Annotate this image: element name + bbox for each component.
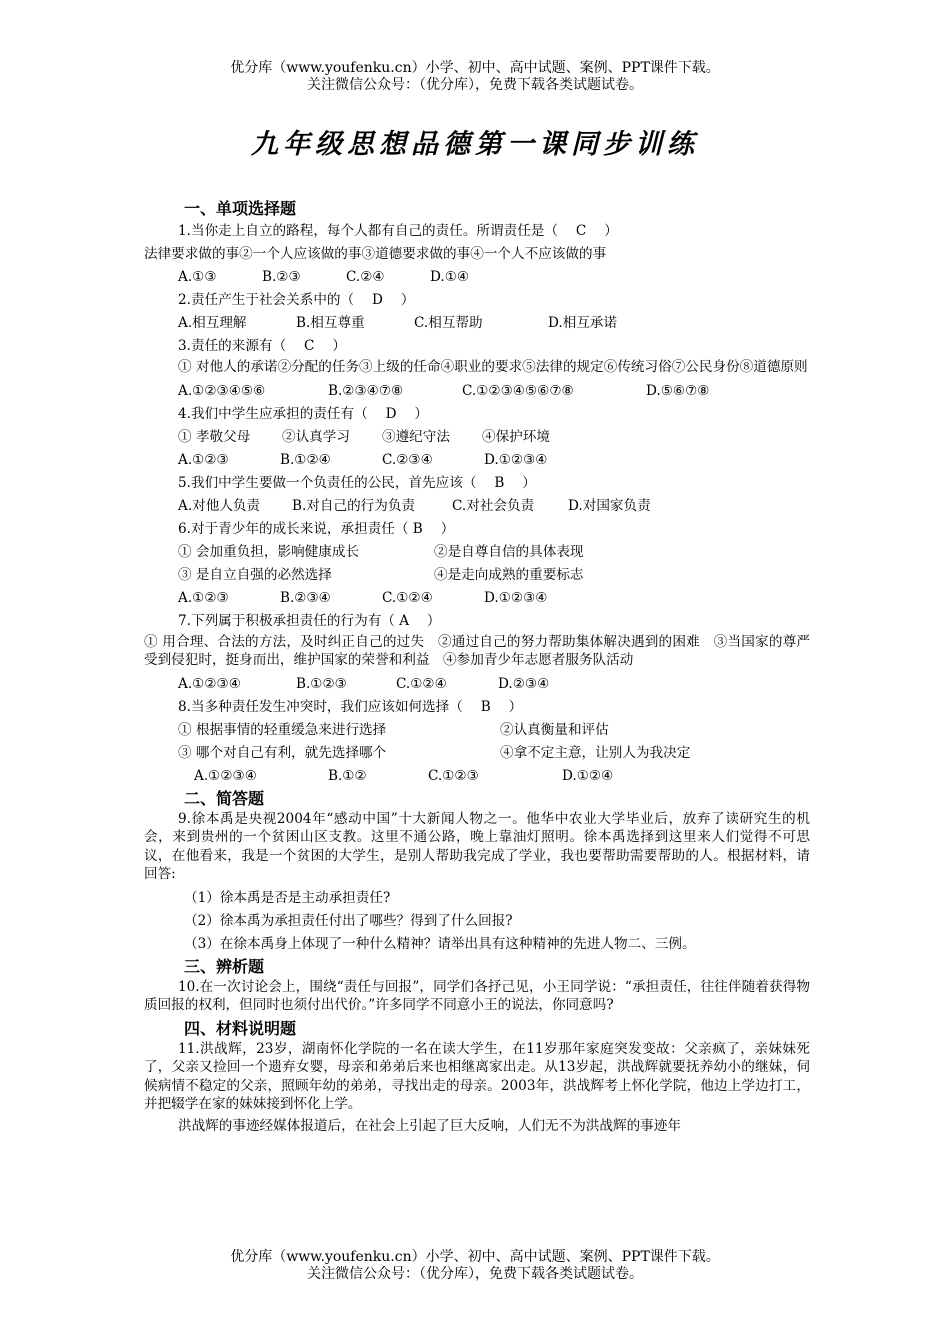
q2-option-b: B.相互尊重	[296, 315, 365, 331]
q6-items-row-1	[144, 541, 810, 564]
q6-items-row-2	[144, 564, 810, 587]
page-title: 九年级思想品德第一课同步训练	[251, 129, 699, 160]
q8-option-c: C.①②③	[428, 767, 479, 784]
q9-sub-2: （2）徐本禹为承担责任付出了哪些？得到了什么回报?	[184, 912, 513, 929]
q9-sub-3: （3）在徐本禹身上体现了一种什么精神？请举出具有这种精神的先进人物二、三例。	[184, 935, 696, 952]
page-footer	[0, 1249, 950, 1283]
q3-items: ① 对他人的承诺②分配的任务③上级的任命④职业的要求⑤法律的规定⑥传统习俗⑦公民身份⑧道德原则	[178, 359, 808, 375]
q4-item-2: ②认真学习	[282, 428, 350, 445]
q8-stem: 8.当多种责任发生冲突时，我们应该如何选择（ B ）	[178, 698, 523, 715]
q2-stem: 2.责任产生于社会关系中的（ D ）	[178, 292, 415, 308]
q6-item-4: ④是走向成熟的重要标志	[434, 566, 584, 583]
q1-option-a: A.①③	[178, 269, 217, 285]
q3-option-a: A.①②③④⑤⑥	[178, 382, 266, 399]
q4-item-4: ④保护环境	[482, 428, 550, 445]
q4-item-1: ① 孝敬父母	[178, 428, 251, 445]
q8-item-4: ④拿不定主意，让别人为我决定	[500, 744, 691, 761]
q8-items-row-1	[144, 719, 810, 742]
q1-option-b: B.②③	[262, 269, 301, 285]
q4-option-c: C.②③④	[382, 451, 433, 468]
q8-item-2: ②认真衡量和评估	[500, 721, 609, 738]
q5-option-a: A.对他人负责	[178, 497, 261, 514]
q3-option-d: D.⑤⑥⑦⑧	[646, 382, 710, 399]
q4-option-a: A.①②③	[178, 451, 229, 468]
q5-options	[144, 495, 810, 518]
q3-option-b: B.②③④⑦⑧	[328, 382, 404, 399]
q8-option-a: A.①②③④	[194, 767, 257, 784]
q1-options	[144, 266, 810, 289]
section-heading-short-answer: 二、简答题	[184, 788, 265, 808]
q8-option-d: D.①②④	[562, 767, 614, 784]
q6-option-d: D.①②③④	[484, 589, 548, 606]
q6-item-3: ③ 是自立自强的必然选择	[178, 566, 332, 583]
q8-items-row-2	[144, 742, 810, 765]
section-heading-choice: 一、单项选择题	[184, 199, 297, 218]
q9-sub-1: （1）徐本禹是否是主动承担责任?	[184, 889, 391, 906]
section-heading-material: 四、材料说明题	[184, 1018, 297, 1038]
q7-stem: 7.下列属于积极承担责任的行为有（ A ）	[178, 612, 441, 629]
q6-item-2: ②是自尊自信的具体表现	[434, 543, 584, 560]
q3-option-c: C.①②③④⑤⑥⑦⑧	[462, 382, 574, 399]
footer-line-1: 优分库（www.youfenku.cn）小学、初中、高中试题、案例、PPT课件下载。	[230, 1249, 720, 1265]
q4-items	[144, 426, 810, 449]
q11-text: 11.洪战辉，23岁，湖南怀化学院的一名在读大学生，在11岁那年家庭突发变故：父亲疯了，亲妹妹死了，父亲又捡回一个遗弃女婴，母亲和弟弟后来也相继离家出走。从13岁起，洪战辉就要抚养幼小的继妹，伺候病情不稳定的父亲，照顾年幼的弟弟，寻找出走的母亲。2003年，洪战辉考上怀化学院，他边上学边打工，并把辍学在家的妹妹接到怀化上学。	[144, 1040, 810, 1112]
q7-options	[144, 673, 810, 696]
q4-option-d: D.①②③④	[484, 451, 548, 468]
q9-text: 9.徐本禹是央视2004年“感动中国”十大新闻人物之一。他华中农业大学毕业后，放弃了读研究生的机会，来到贵州的一个贫困山区支教。这里不通公路，晚上靠油灯照明。徐本禹选择到这里来人们觉得不可思议，在他看来，我是一个贫困的大学生，是别人帮助我完成了学业，我也要帮助需要帮助的人。根据材料，请回答:	[144, 810, 810, 882]
page-header	[0, 60, 950, 94]
q8-item-3: ③ 哪个对自己有利，就先选择哪个	[178, 744, 387, 761]
header-line-1: 优分库（www.youfenku.cn）小学、初中、高中试题、案例、PPT课件下载。	[230, 60, 720, 76]
q7-option-a: A.①②③④	[178, 675, 241, 692]
q5-option-c: C.对社会负责	[452, 497, 535, 514]
q2-options	[144, 312, 810, 335]
q10-text: 10.在一次讨论会上，围绕“责任与回报”，同学们各抒己见，小王同学说：“承担责任，往往伴随着获得物质回报的权利，但同时也须付出代价。”许多同学不同意小王的说法，你同意吗?	[144, 978, 810, 1013]
q1-option-d: D.①④	[430, 269, 470, 285]
q11-text-continued: 洪战辉的事迹经媒体报道后，在社会上引起了巨大反响，人们无不为洪战辉的事迹年	[178, 1117, 681, 1134]
q4-option-b: B.①②④	[280, 451, 331, 468]
header-line-2: 关注微信公众号：（优分库），免费下载各类试题试卷。	[307, 77, 643, 93]
q8-option-b: B.①②	[328, 767, 367, 784]
section-heading-analysis: 三、辨析题	[184, 956, 265, 976]
footer-line-2: 关注微信公众号：（优分库），免费下载各类试题试卷。	[307, 1266, 643, 1282]
q6-stem: 6.对于青少年的成长来说，承担责任（ B ）	[178, 520, 455, 537]
q2-option-c: C.相互帮助	[414, 315, 483, 331]
q4-stem: 4.我们中学生应承担的责任有（ D ）	[178, 405, 429, 422]
q7-option-d: D.②③④	[498, 675, 550, 692]
q8-options	[144, 765, 810, 788]
q7-option-c: C.①②④	[396, 675, 447, 692]
q1-items: 法律要求做的事②一个人应该做的事③道德要求做的事④一个人不应该做的事	[144, 246, 607, 262]
q3-stem: 3.责任的来源有（ C ）	[178, 338, 346, 354]
q7-option-b: B.①②③	[296, 675, 347, 692]
q4-options	[144, 449, 810, 472]
q5-stem: 5.我们中学生要做一个负责任的公民，首先应该（ B ）	[178, 474, 536, 491]
q3-options	[144, 380, 810, 403]
q2-option-a: A.相互理解	[178, 315, 247, 331]
q5-option-d: D.对国家负责	[568, 497, 651, 514]
q6-item-1: ① 会加重负担，影响健康成长	[178, 543, 360, 560]
q6-option-c: C.①②④	[382, 589, 433, 606]
q6-options	[144, 587, 810, 610]
q8-item-1: ① 根据事情的轻重缓急来进行选择	[178, 721, 387, 738]
document-body	[144, 198, 810, 1138]
q1-stem: 1.当你走上自立的路程，每个人都有自己的责任。所谓责任是（ C ）	[178, 223, 618, 239]
q2-option-d: D.相互承诺	[548, 315, 618, 331]
q7-items: ① 用合理、合法的方法，及时纠正自己的过失 ②通过自己的努力帮助集体解决遇到的困难 ③当国家的尊严受到侵犯时，挺身而出，维护国家的荣誉和利益 ④参加青少年志愿者服务队活动	[144, 633, 810, 668]
q5-option-b: B.对自己的行为负责	[292, 497, 416, 514]
q6-option-a: A.①②③	[178, 589, 229, 606]
q6-option-b: B.②③④	[280, 589, 331, 606]
q1-option-c: C.②④	[346, 269, 385, 285]
q4-item-3: ③遵纪守法	[382, 428, 450, 445]
